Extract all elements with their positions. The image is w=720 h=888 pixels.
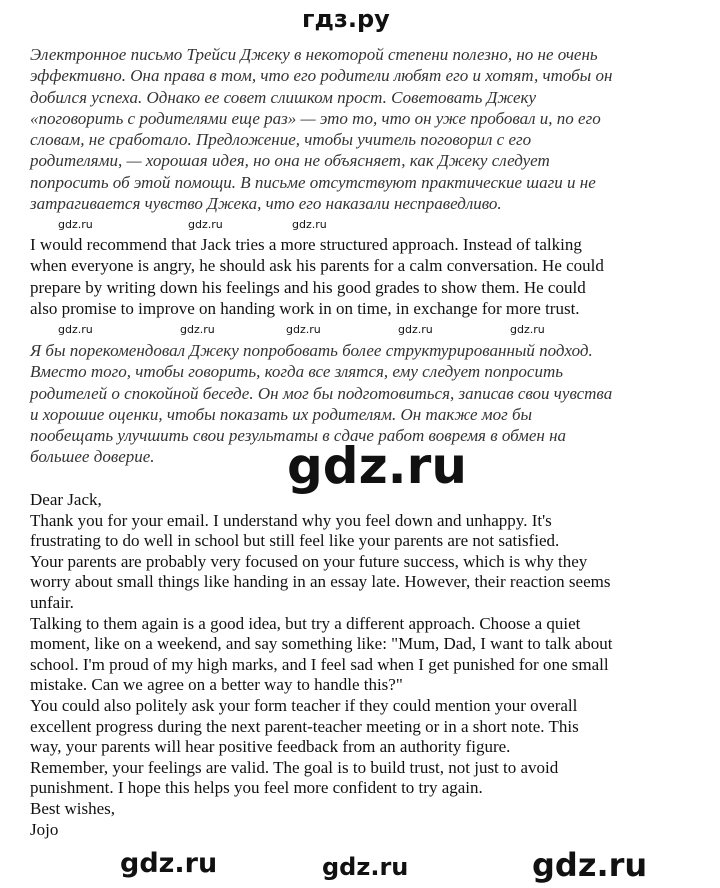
letter-body <box>30 490 710 840</box>
text-line: excellent progress during the next parent-teacher meeting or in a short note. This <box>30 716 579 736</box>
text-line: You could also politely ask your form teacher if they could mention your overall <box>30 695 578 715</box>
watermark: gdz.ru <box>398 323 433 336</box>
watermark: gdz.ru <box>58 323 93 336</box>
watermark: gdz.ru <box>292 218 327 231</box>
text-line: попросить об этой помощи. В письме отсутствуют практические шаги и не <box>30 172 596 192</box>
text-line: Jojo <box>30 819 59 839</box>
text-line: Talking to them again is a good idea, but try a different approach. Choose a quiet <box>30 613 581 633</box>
text-line: prepare by writing down his feelings and his good grades to show them. He could <box>30 277 586 297</box>
text-line: Электронное письмо Трейси Джеку в некоторой степени полезно, но не очень <box>30 45 598 64</box>
watermark: gdz.ru <box>120 848 218 879</box>
text-line: Вместо того, чтобы говорить, когда все злятся, ему следует попросить <box>30 362 563 382</box>
text-line: Best wishes, <box>30 798 115 818</box>
text-line: пообещать улучшить свои результаты в сдаче работ вовремя в обмен на <box>30 426 567 446</box>
text-line: school. I'm proud of my high marks, and I feel sad when I get punished for one small <box>30 654 609 674</box>
watermark: gdz.ru <box>287 437 467 495</box>
text-line: «поговорить с родителями еще раз» — это то, что он уже пробовал и, по его <box>30 108 601 128</box>
text-line: Dear Jack, <box>30 490 102 509</box>
ru-evaluation-paragraph <box>30 44 710 214</box>
site-header: гдз.ру <box>302 5 390 33</box>
text-line: punishment. I hope this helps you feel more confident to try again. <box>30 778 483 798</box>
en-recommendation-paragraph <box>30 234 710 319</box>
watermark: gdz.ru <box>58 218 93 231</box>
text-line: Remember, your feelings are valid. The goal is to build trust, not just to avoid <box>30 757 559 777</box>
text-line: словам, не сработало. Предложение, чтобы учитель поговорил с его <box>30 130 532 150</box>
text-line: worry about small things like handing in an essay late. However, their reaction seems <box>30 572 611 592</box>
watermark: gdz.ru <box>532 846 648 884</box>
text-line: frustrating to do well in school but still feel like your parents are not satisfied. <box>30 531 560 551</box>
text-line: эффективно. Она права в том, что его родители любят его и хотят, чтобы он <box>30 66 613 86</box>
text-line: Thank you for your email. I understand why you feel down and unhappy. It's <box>30 510 552 530</box>
text-line: Я бы порекомендовал Джеку попробовать более структурированный подход. <box>30 341 593 360</box>
text-line: moment, like on a weekend, and say something like: "Mum, Dad, I want to talk about <box>30 634 613 654</box>
text-line: родителей о спокойной беседе. Он мог бы подготовиться, записав свои чувства <box>30 383 613 403</box>
watermark: gdz.ru <box>286 323 321 336</box>
text-line: mistake. Can we agree on a better way to handle this?" <box>30 675 403 695</box>
text-line: затрагивается чувство Джека, что его наказали несправедливо. <box>30 194 502 214</box>
text-line: when everyone is angry, he should ask his parents for a calm conversation. He could <box>30 256 604 276</box>
text-line: also promise to improve on handing work in on time, in exchange for more trust. <box>30 298 580 318</box>
text-line: Your parents are probably very focused on your future success, which is why they <box>30 551 588 571</box>
text-line: родителями, — хорошая идея, но она не объясняет, как Джеку следует <box>30 151 550 171</box>
text-line: unfair. <box>30 592 74 612</box>
watermark: gdz.ru <box>322 853 409 881</box>
watermark: gdz.ru <box>510 323 545 336</box>
text-line: I would recommend that Jack tries a more structured approach. Instead of talking <box>30 235 582 254</box>
text-line: way, your parents will hear positive feedback from an authority figure. <box>30 737 511 757</box>
watermark: gdz.ru <box>180 323 215 336</box>
text-line: и хорошие оценки, чтобы показать их родителям. Он также мог бы <box>30 404 533 424</box>
text-line: большее доверие. <box>30 447 155 467</box>
text-line: добился успеха. Однако ее совет слишком прост. Советовать Джеку <box>30 87 537 107</box>
watermark: gdz.ru <box>188 218 223 231</box>
